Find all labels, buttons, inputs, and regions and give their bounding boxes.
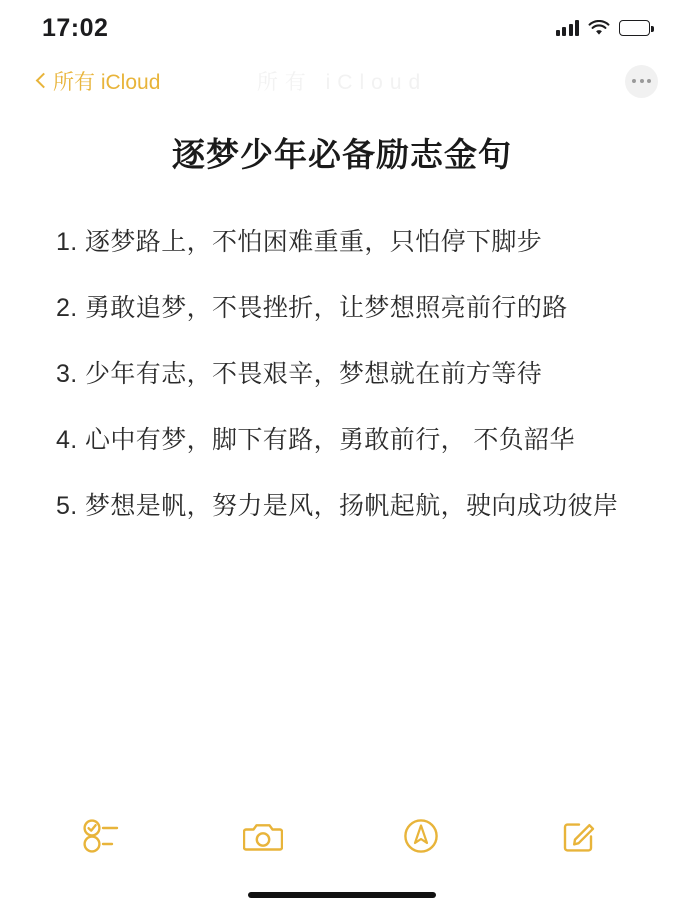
checklist-icon[interactable]	[76, 807, 134, 865]
note-line: 3. 少年有志，不畏艰辛，梦想就在前方等待	[56, 359, 543, 388]
back-button[interactable]	[36, 66, 160, 96]
note-line: 2. 勇敢追梦，不畏挫折，让梦想照亮前行的路	[56, 293, 568, 322]
status-time: 17:02	[42, 13, 109, 42]
compose-icon[interactable]	[550, 807, 608, 865]
ellipsis-dot	[632, 79, 636, 83]
markup-pen-icon[interactable]	[392, 807, 450, 865]
ellipsis-dot	[647, 79, 651, 83]
note-line: 4. 心中有梦，脚下有路，勇敢前行， 不负韶华	[56, 425, 575, 454]
status-indicators	[556, 20, 651, 36]
navigation-bar	[0, 56, 684, 106]
note-lines	[48, 223, 636, 525]
ellipsis-dot	[640, 79, 644, 83]
status-bar	[0, 0, 684, 56]
camera-icon[interactable]	[234, 807, 292, 865]
signal-bars-icon	[556, 20, 580, 36]
battery-icon	[619, 20, 650, 36]
home-indicator-area	[0, 878, 684, 912]
navigation-watermark-text: 所有 iCloud	[256, 71, 428, 94]
note-title: 逐梦少年必备励志金句	[172, 136, 512, 173]
chevron-left-icon	[36, 72, 47, 91]
note-line: 5. 梦想是帆，努力是风，扬帆起航，驶向成功彼岸	[56, 491, 619, 520]
bottom-toolbar	[0, 794, 684, 878]
note-line: 1. 逐梦路上，不怕困难重重，只怕停下脚步	[56, 227, 543, 256]
note-body[interactable]	[0, 106, 684, 794]
more-options-button[interactable]	[625, 65, 658, 98]
wifi-icon	[588, 20, 610, 36]
home-indicator[interactable]	[248, 892, 436, 898]
back-button-label: 所有 iCloud	[53, 71, 161, 94]
